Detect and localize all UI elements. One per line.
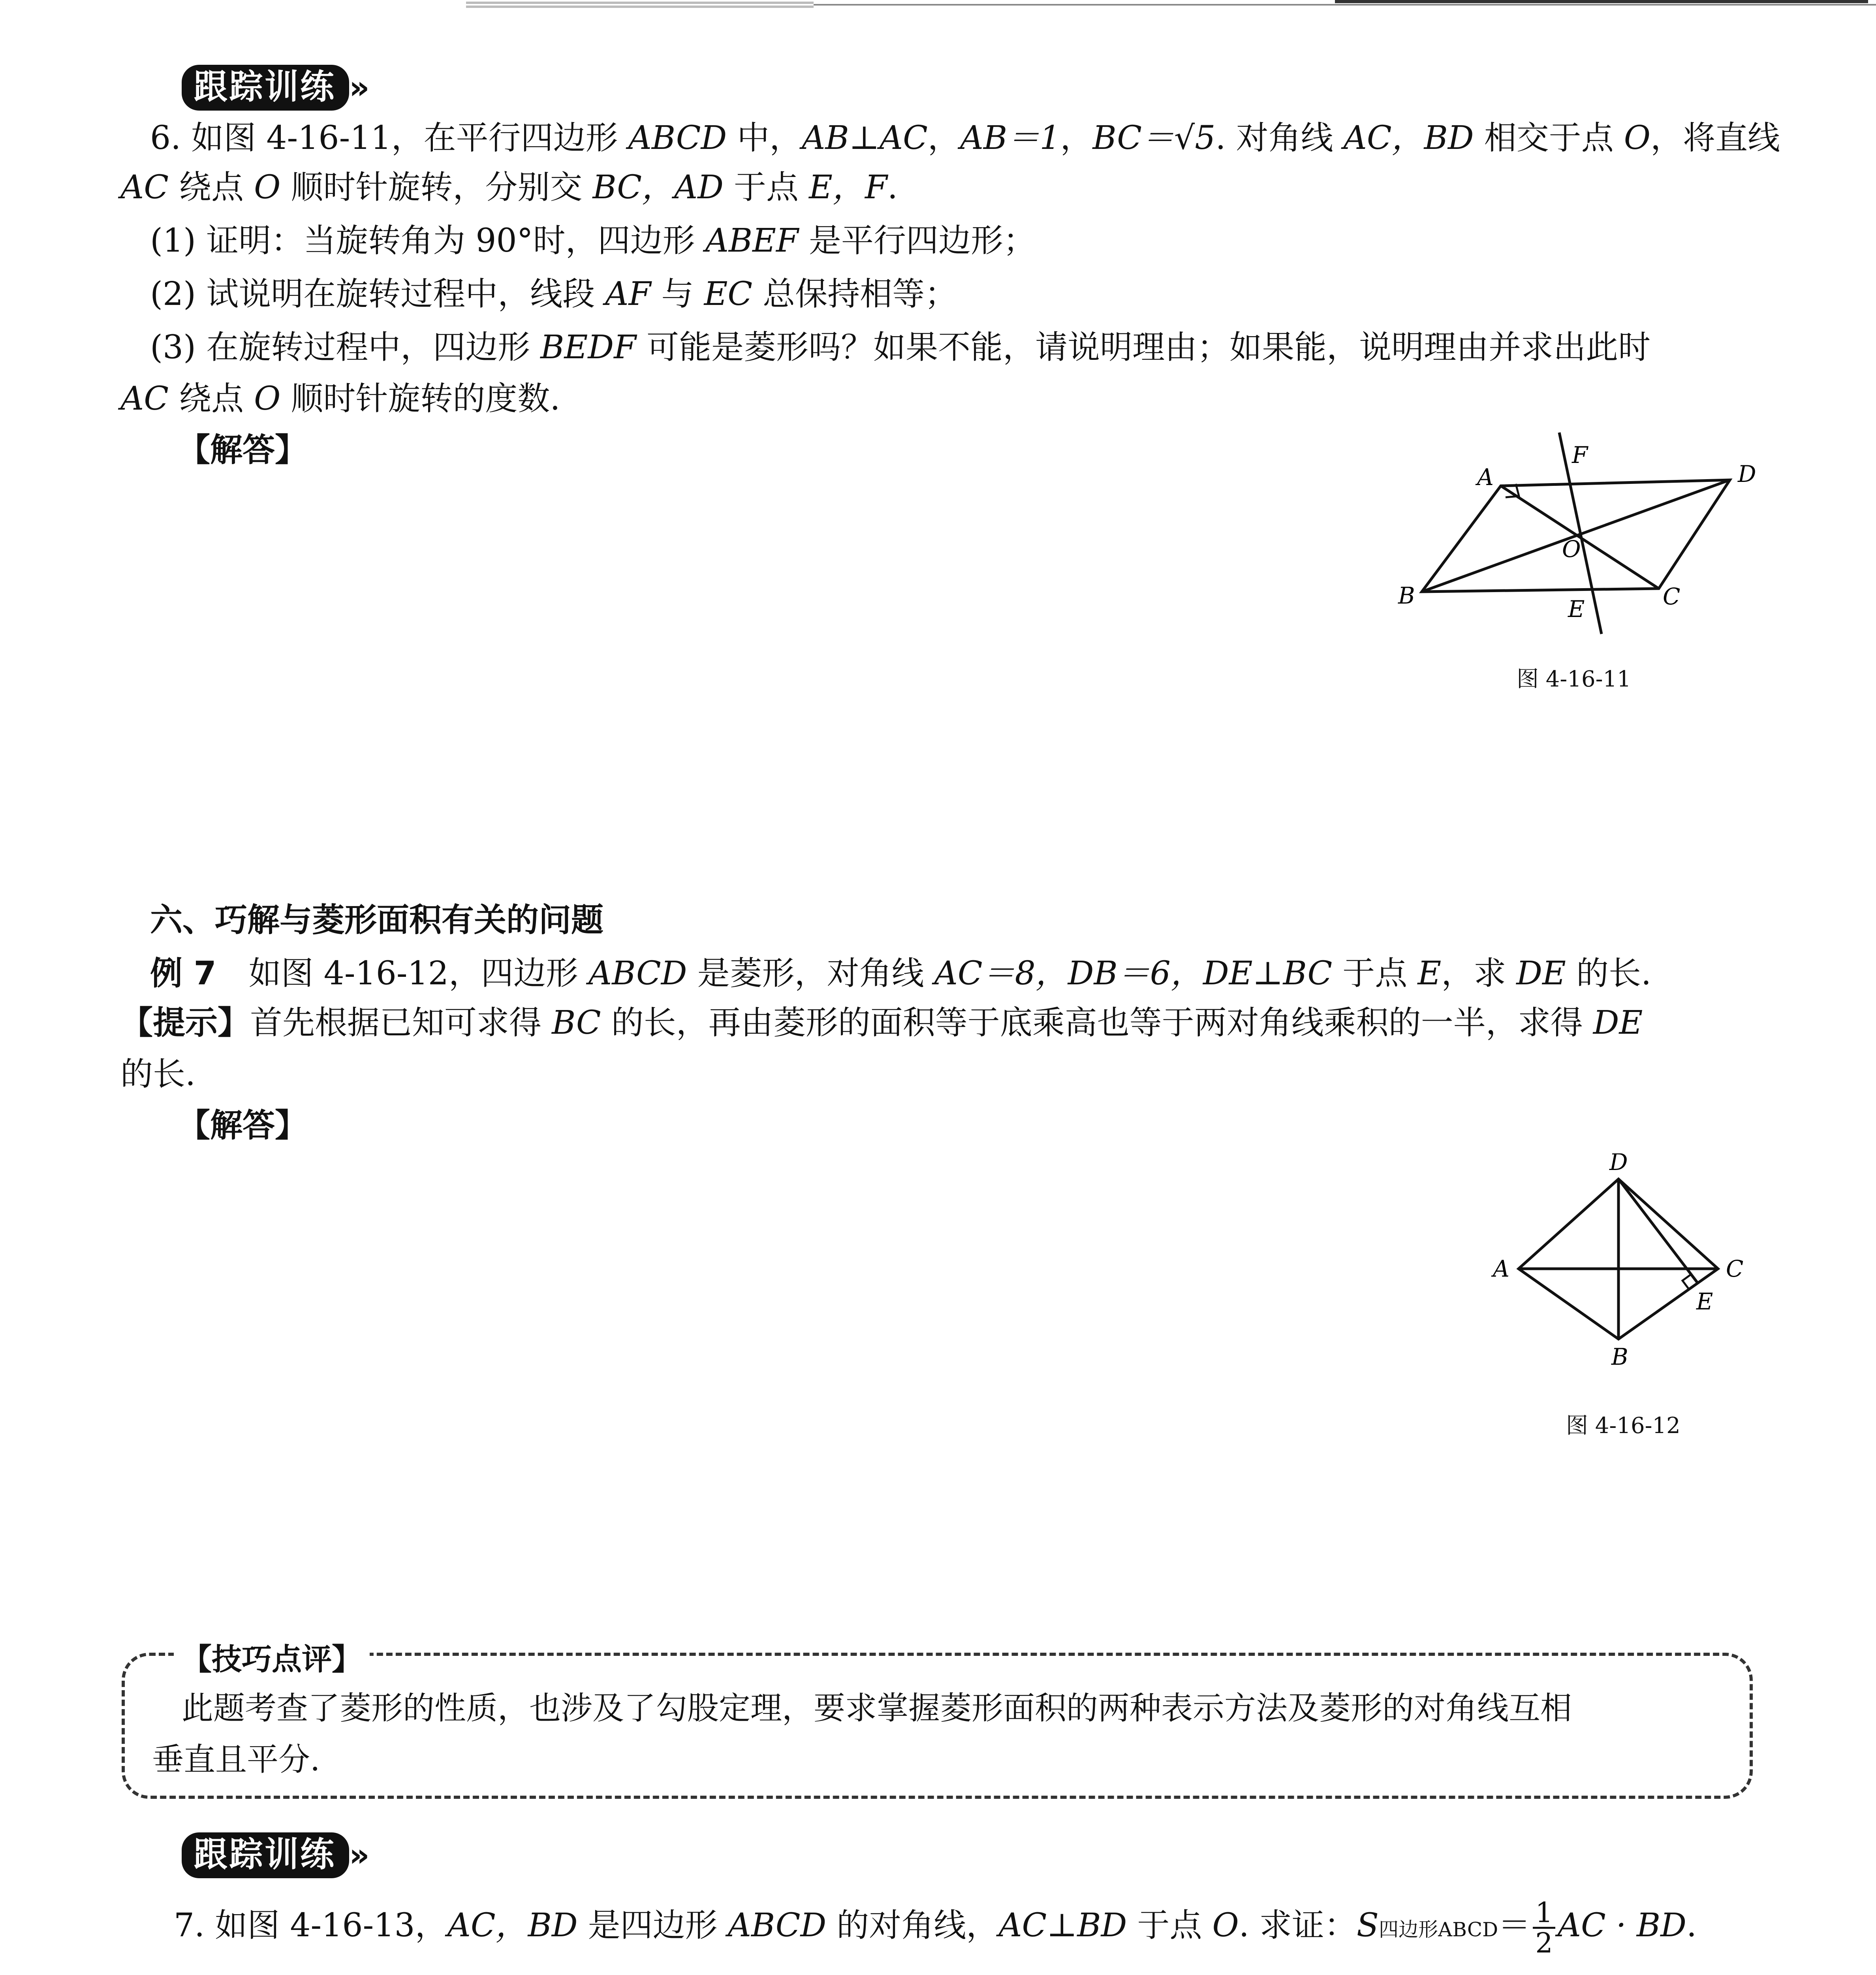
example-7-line: 例 7 如图 4-16-12，四边形 ABCD 是菱形，对角线 AC＝8，DB＝6，DE⊥BC 于点 E，求 DE 的长. — [150, 955, 1652, 992]
q6-line-1: 6. 如图 4-16-11，在平行四边形 ABCD 中，AB⊥AC，AB＝1，BC＝√5. 对角线 AC，BD 相交于点 O，将直线 — [150, 119, 1780, 157]
chevron-icon: » — [349, 1837, 370, 1873]
label-o: O — [1562, 536, 1581, 562]
figure-4-16-11-caption: 图 4-16-11 — [1517, 666, 1631, 692]
chevron-icon: » — [349, 69, 370, 106]
hint-line-2: 的长. — [120, 1055, 196, 1093]
section-6-heading: 六、巧解与菱形面积有关的问题 — [150, 901, 604, 939]
label-e: E — [1696, 1288, 1713, 1315]
tracking-training-badge: 跟踪训练 — [182, 65, 349, 111]
figure-4-16-11 — [1382, 419, 1769, 640]
label-b: B — [1611, 1343, 1628, 1370]
hint-line-1: 【提示】首先根据已知可求得 BC 的长，再由菱形的面积等于底乘高也等于两对角线乘积的一半，求得 DE — [120, 1004, 1643, 1042]
q6-part-2: (2) 试说明在旋转过程中，线段 AF 与 EC 总保持相等； — [150, 275, 957, 313]
top-decorative-rule — [466, 0, 1876, 10]
label-a: A — [1493, 1255, 1509, 1282]
tip-title: 【技巧点评】 — [174, 1635, 370, 1678]
fraction-one-half: $\frac{1}{2}$ — [1533, 1898, 1555, 1957]
label-a: A — [1477, 464, 1494, 491]
label-e: E — [1568, 596, 1585, 623]
label-f: F — [1572, 442, 1588, 468]
label-c: C — [1663, 583, 1681, 610]
q6-answer-label: 【解答】 — [178, 431, 308, 469]
q6-part-1: (1) 证明：当旋转角为 90°时，四边形 ABEF 是平行四边形； — [150, 222, 1036, 260]
figure-4-16-12 — [1485, 1153, 1761, 1382]
tip-line-2: 垂直且平分. — [152, 1741, 320, 1778]
label-d: D — [1609, 1153, 1628, 1176]
label-b: B — [1398, 582, 1415, 609]
tracking-training-badge: 跟踪训练 — [182, 1832, 349, 1878]
tip-line-1: 此题考查了菱形的性质，也涉及了勾股定理，要求掌握菱形面积的两种表示方法及菱形的对角线互相 — [182, 1690, 1572, 1727]
tracking-training-header-2 — [182, 1827, 370, 1876]
q6-line-2: AC 绕点 O 顺时针旋转，分别交 BC，AD 于点 E，F. — [120, 169, 898, 206]
label-c: C — [1726, 1255, 1744, 1282]
tracking-training-header-1 — [182, 59, 370, 108]
q7-line: 7. 如图 4-16-13，AC，BD 是四边形 ABCD 的对角线，AC⊥BD 于点 O. 求证：S四边形ABCD＝ $\frac{1}{2}$ AC · BD. — [174, 1896, 1697, 1959]
figure-4-16-12-caption: 图 4-16-12 — [1566, 1413, 1681, 1439]
q6-part-3-cont: AC 绕点 O 顺时针旋转的度数. — [120, 380, 560, 418]
example-7-answer-label: 【解答】 — [178, 1107, 308, 1144]
label-d: D — [1738, 461, 1756, 487]
q6-part-3: (3) 在旋转过程中，四边形 BEDF 可能是菱形吗？如果不能，请说明理由；如果能，说明理由并求出此时 — [150, 329, 1651, 366]
